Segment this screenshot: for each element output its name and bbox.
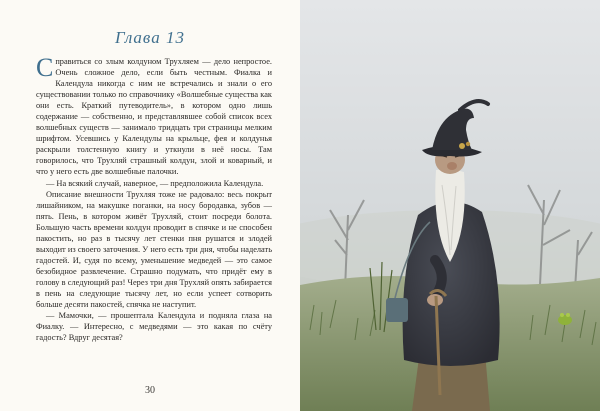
paragraph-4: — Мамочки, — прошептала Календула и подняла глаза на Фиалку. — Интересно, с медведями — это какая по счёту гадость? Вдруг десятая? xyxy=(36,311,272,343)
chapter-title: Глава 13 xyxy=(115,28,185,47)
drop-cap: С xyxy=(36,53,54,82)
wizard-illustration xyxy=(300,0,600,411)
illustration-art xyxy=(300,0,600,411)
hat-mushroom xyxy=(459,143,465,149)
paragraph-2: — На всякий случай, наверное, — предположила Календула. xyxy=(46,178,264,188)
page-number: 30 xyxy=(145,385,155,396)
paragraph-1-text: правиться со злым колдуном Трухляем — дело непростое. Очень сложное дело, если быть честным. Фиалка и Календула никогда с ним не встречались и знали о его существовании только по справочнику «Волшебные существа как они есть. Краткий путеводитель», в котором одно лишь содержание — собственно, и представлявшее собой список всех волшебных существ — занимало тридцать три страницы мелким шрифтом. Усевшись у Календулы на крыльце, фея и колдунья раскрыли толстенную книгу и уткнули в неё носы. Там говорилось, что Трухляй страшный колдун, злой и коварный, и что у него есть две волшебные палочки. xyxy=(36,57,272,177)
paragraph-1 xyxy=(36,53,272,178)
wizard-nose xyxy=(447,162,457,170)
shoulder-bag xyxy=(386,298,408,322)
frog xyxy=(558,315,572,325)
paragraph-3: Описание внешности Трухляя тоже не радовало: весь покрыт лишайником, на макушке поганки, на носу бородавка, зубов — пять. Пень, в котором живёт Трухляй, стоит посреди болота. Большую часть времени колдун проводит в спячке и не способен пакостить, но раз в тысячу лет стенки пня рушатся и злодей выходит из своего заточения. У него есть три дня, чтобы наделать гадостей. И, судя по всему, уменьшение медведей — это самое безобидное развлечение. Страшно подумать, что придёт ему в голову в следующий раз! Через три дня Трухляй опять забирается в пень на следующие тысячу лет, но если успеет сотворить больше десяти пакостей, спячка не наступит. xyxy=(36,189,272,310)
chapter-body xyxy=(36,53,272,343)
